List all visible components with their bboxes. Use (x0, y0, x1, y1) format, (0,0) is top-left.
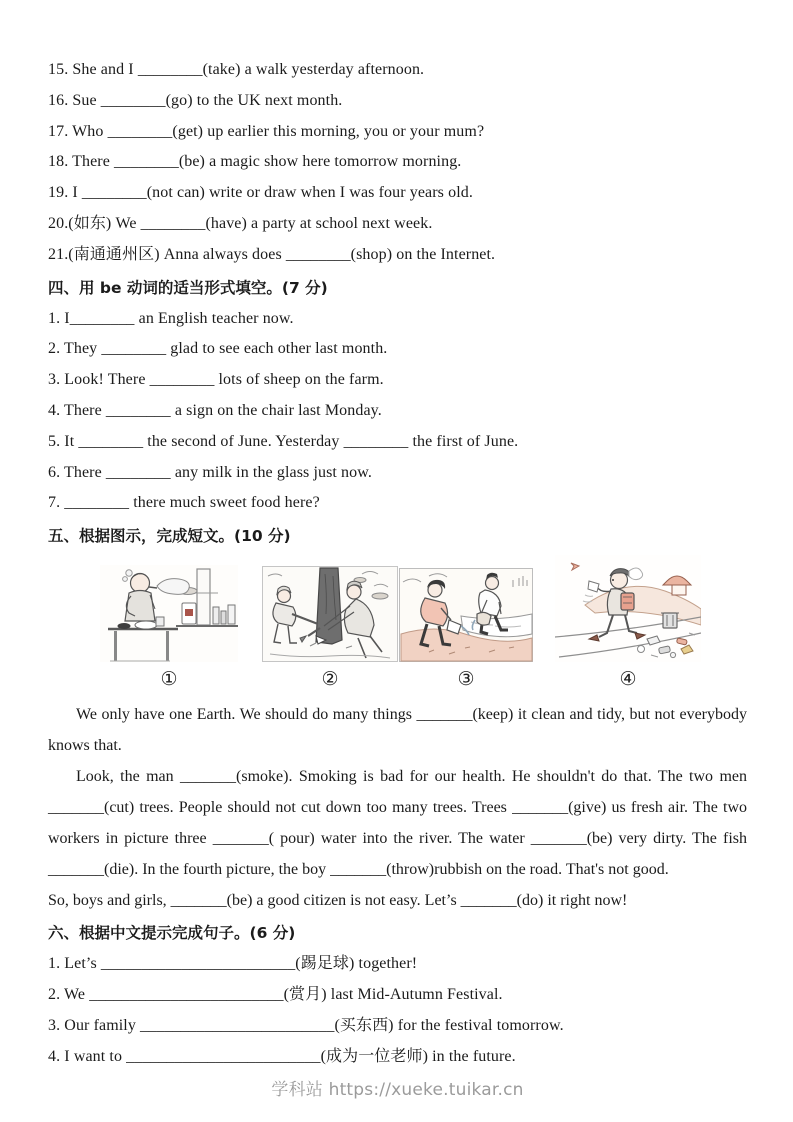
question-21: 21.(南通通州区) Anna always does ________(shop) on the Internet. (48, 245, 496, 263)
site-watermark: 学科站 https://xueke.tuikar.cn (271, 1080, 524, 1101)
question-16: 16. Sue ________(go) to the UK next month. (48, 91, 343, 109)
question-19: 19. I ________(not can) write or draw when I was four years old. (48, 184, 473, 202)
section4-question-3: 3. Look! There ________ lots of sheep on the farm. (48, 371, 384, 389)
section4-question-7: 7. ________ there much sweet food here? (48, 494, 320, 512)
picture-3-label: ③ (457, 669, 475, 691)
question-20: 20.(如东) We ________(have) a party at school next week. (48, 214, 433, 232)
question-15: 15. She and I ________(take) a walk yesterday afternoon. (48, 61, 425, 78)
section4-question-1: 1. I________ an English teacher now. (48, 309, 294, 327)
question-18: 18. There ________(be) a magic show here tomorrow morning. (48, 153, 462, 171)
section6-question-4: 4. I want to ________________________(成为一位老师) in the future. (48, 1047, 516, 1065)
section4-question-6: 6. There ________ any milk in the glass just now. (48, 463, 372, 481)
picture-3 (399, 568, 533, 692)
section6-question-1: 1. Let’s ________________________(踢足球) together! (48, 955, 418, 973)
section4-question-5: 5. It ________ the second of June. Yesterday ________ the first of June. (48, 432, 519, 450)
section4-heading: 四、用 be 动词的适当形式填空。(7 分) (48, 278, 328, 297)
picture-2-label: ② (321, 669, 339, 691)
picture-1 (100, 565, 238, 692)
picture-1-label: ① (160, 669, 178, 691)
section6-questions (48, 949, 747, 1072)
passage-paragraph-2: Look, the man _______(smoke). Smoking is bad for our health. He shouldn't do that. The two men _______(cut) trees. People should not cut down too many trees. Trees _______(give) us fresh air. The two workers in picture three _______( pour) water into the river. The water _______(be) very dirty. The fish _______(die). In the fourth picture, the boy _______(throw)rubbish on the road. That's not good. (48, 768, 747, 879)
passage (48, 699, 747, 916)
section5-heading: 五、根据图示，完成短文。(10 分) (48, 527, 291, 546)
section6-question-3: 3. Our family ________________________(买东西) for the festival tomorrow. (48, 1016, 564, 1034)
section3-continued-questions (48, 55, 747, 271)
section4-question-4: 4. There ________ a sign on the chair last Monday. (48, 401, 382, 419)
section4-question-2: 2. They ________ glad to see each other last month. (48, 340, 388, 358)
boy-throwing-rubbish-illustration (555, 555, 701, 662)
picture-4-label: ④ (619, 669, 637, 691)
section4-questions (48, 304, 747, 520)
picture-2 (262, 566, 398, 692)
picture-strip (48, 556, 747, 692)
picture-4 (555, 555, 701, 692)
men-cutting-tree-illustration (262, 566, 398, 662)
section6-heading: 六、根据中文提示完成句子。(6 分) (48, 924, 296, 943)
passage-paragraph-1: We only have one Earth. We should do many things _______(keep) it clean and tidy, but not everybody knows that. (48, 706, 747, 755)
man-smoking-illustration (100, 565, 238, 662)
section6-question-2: 2. We ________________________(赏月) last Mid-Autumn Festival. (48, 985, 503, 1003)
passage-paragraph-3: So, boys and girls, _______(be) a good citizen is not easy. Let’s _______(do) it right now! (48, 892, 628, 910)
question-17: 17. Who ________(get) up earlier this morning, you or your mum? (48, 122, 485, 140)
workers-pouring-water-illustration (399, 568, 533, 662)
